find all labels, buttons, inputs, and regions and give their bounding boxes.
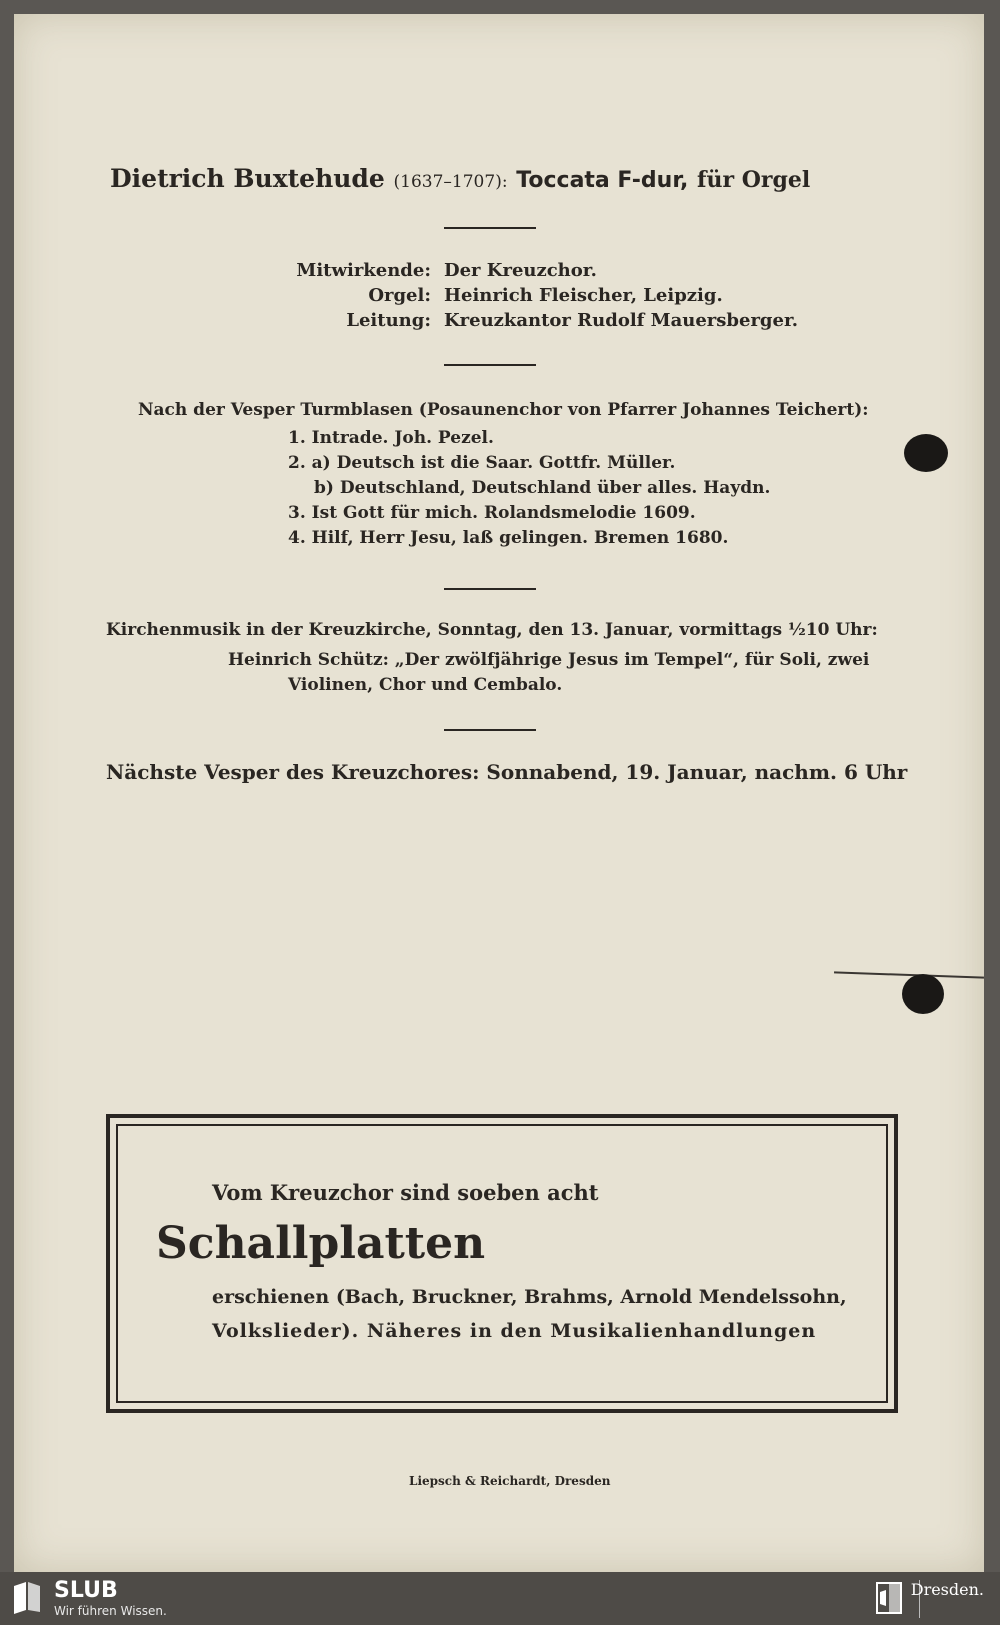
footer-bar [0, 1572, 1000, 1625]
kirchenmusik-line: Heinrich Schütz: „Der zwölfjährige Jesus im Tempel“, für Soli, zwei [228, 650, 870, 670]
work-title: Toccata F-dur, [516, 168, 689, 193]
composer-name: Dietrich Buxtehude [110, 164, 385, 193]
program-line [110, 164, 810, 193]
performer-role: Orgel: [368, 285, 431, 306]
turmblasen-item: 1. Intrade. Joh. Pezel. [288, 428, 494, 448]
turmblasen-item: b) Deutschland, Deutschland über alles. Haydn. [314, 478, 771, 498]
ink-blot [904, 434, 948, 472]
performer-name: Kreuzkantor Rudolf Mauersberger. [444, 310, 799, 331]
kirchenmusik-line: Kirchenmusik in der Kreuzkirche, Sonntag, den 13. Januar, vormittags ½10 Uhr: [106, 620, 878, 640]
printer-imprint: Liepsch & Reichardt, Dresden [409, 1474, 611, 1488]
book-icon [12, 1580, 42, 1614]
divider [444, 729, 536, 731]
ad-line: Volkslieder). Näheres in den Musikalienhandlungen [212, 1320, 817, 1342]
library-name[interactable]: SLUB [54, 1578, 118, 1603]
divider [444, 364, 536, 366]
turmblasen-item: 2. a) Deutsch ist die Saar. Gottfr. Müller. [288, 453, 676, 473]
performer-name: Der Kreuzchor. [444, 260, 597, 281]
kirchenmusik-line: Violinen, Chor und Cembalo. [288, 675, 563, 695]
document-page [14, 14, 984, 1572]
performer-role: Mitwirkende: [296, 260, 431, 281]
library-tagline: Wir führen Wissen. [54, 1604, 167, 1618]
advertisement-inner-frame [116, 1124, 888, 1403]
ad-line: Vom Kreuzchor sind soeben acht [212, 1180, 599, 1205]
ad-line: erschienen (Bach, Bruckner, Brahms, Arnold Mendelssohn, [212, 1286, 847, 1308]
divider [444, 227, 536, 229]
coat-of-arms-icon [876, 1582, 902, 1614]
turmblasen-item: 3. Ist Gott für mich. Rolandsmelodie 1609. [288, 503, 696, 523]
work-instrument: für Orgel [697, 167, 811, 193]
advertisement-box [106, 1114, 898, 1413]
turmblasen-item: 4. Hilf, Herr Jesu, laß gelingen. Bremen 1680. [288, 528, 729, 548]
ad-headline: Schallplatten [156, 1218, 486, 1269]
performer-name: Heinrich Fleischer, Leipzig. [444, 285, 723, 306]
next-vesper: Nächste Vesper des Kreuzchores: Sonnabend, 19. Januar, nachm. 6 Uhr [106, 760, 908, 784]
composer-years: (1637–1707): [393, 172, 508, 192]
turmblasen-heading: Nach der Vesper Turmblasen (Posaunenchor von Pfarrer Johannes Teichert): [138, 400, 869, 420]
city-label[interactable]: Dresden. [910, 1580, 984, 1599]
divider [444, 588, 536, 590]
performer-role: Leitung: [346, 310, 431, 331]
ink-blot [902, 974, 944, 1014]
